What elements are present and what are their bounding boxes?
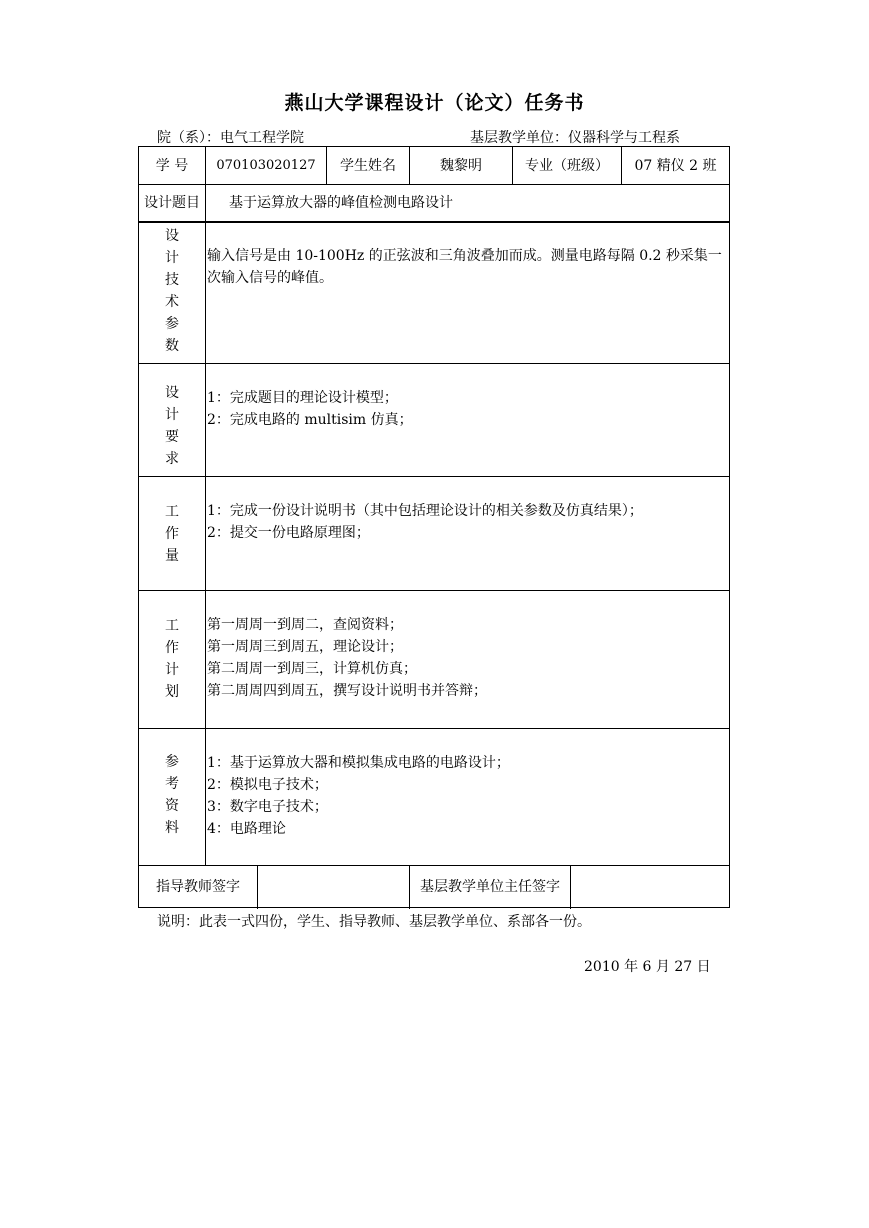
label-char: 技 [165, 272, 179, 288]
content-line: 第一周周三到周五，理论设计； [207, 639, 403, 655]
student-id-label: 学 号 [155, 157, 189, 174]
label-char: 工 [165, 618, 179, 634]
content-line: 第一周周一到周二，查阅资料； [207, 617, 403, 633]
advisor-signature-field[interactable] [258, 866, 409, 908]
student-id-value: 070103020127 [216, 158, 316, 173]
label-char: 计 [165, 250, 179, 266]
label-char: 工 [165, 504, 179, 520]
label-char: 作 [165, 640, 179, 656]
student-name-value: 魏黎明 [440, 157, 482, 174]
content-line: 3：数字电子技术； [207, 799, 328, 815]
section-label-plan [139, 615, 205, 703]
label-char: 数 [165, 338, 179, 354]
advisor-signature-label: 指导教师签字 [156, 879, 240, 895]
section-label-workload [139, 501, 205, 567]
label-char: 参 [165, 754, 179, 770]
section-content-requirements [207, 387, 727, 431]
section-content-references [207, 752, 727, 840]
label-char: 考 [165, 776, 179, 792]
content-line: 第二周周四到周五，撰写设计说明书并答辩； [207, 683, 487, 699]
label-char: 要 [165, 429, 179, 445]
unit-head-signature-label: 基层教学单位主任签字 [420, 879, 560, 895]
label-char: 计 [165, 407, 179, 423]
content-line: 2：提交一份电路原理图； [207, 525, 370, 541]
date-label: 2010 年 6 月 27 日 [584, 959, 711, 975]
content-line: 1：基于运算放大器和模拟集成电路的电路设计； [207, 755, 510, 771]
content-line: 输入信号是由 10-100Hz 的正弦波和三角波叠加而成。测量电路每隔 0.2 秒采集一次输入信号的峰值。 [207, 248, 722, 286]
section-content-plan [207, 614, 727, 702]
label-char: 料 [165, 820, 179, 836]
unit-head-signature-field[interactable] [571, 866, 729, 908]
footnote: 说明：此表一式四份，学生、指导教师、基层教学单位、系部各一份。 [157, 914, 591, 930]
label-char: 求 [165, 451, 179, 467]
label-char: 作 [165, 526, 179, 542]
content-line: 2：完成电路的 multisim 仿真； [207, 412, 413, 428]
content-line: 1：完成题目的理论设计模型； [207, 390, 398, 406]
major-label: 专业（班级） [525, 157, 609, 174]
section-label-requirements [139, 382, 205, 470]
label-char: 术 [165, 294, 179, 310]
content-line: 4：电路理论 [207, 821, 286, 837]
label-char: 设 [165, 385, 179, 401]
content-line: 第二周周一到周三，计算机仿真； [207, 661, 417, 677]
label-char: 设 [165, 228, 179, 244]
major-value: 07 精仪 2 班 [634, 157, 717, 174]
label-char: 资 [165, 798, 179, 814]
topic-value: 基于运算放大器的峰值检测电路设计 [229, 195, 453, 211]
section-label-parameters [139, 225, 205, 357]
content-line: 2：模拟电子技术； [207, 777, 328, 793]
task-form-table [138, 146, 730, 908]
content-line: 1：完成一份设计说明书（其中包括理论设计的相关参数及仿真结果）； [207, 503, 643, 519]
student-name-label: 学生姓名 [340, 157, 396, 174]
page-title: 燕山大学课程设计（论文）任务书 [284, 92, 585, 114]
label-char: 量 [165, 548, 179, 564]
label-char: 计 [165, 662, 179, 678]
section-content-workload [207, 500, 727, 544]
topic-label: 设计题目 [144, 195, 200, 211]
section-content-parameters [207, 245, 727, 289]
department-label: 院（系）：电气工程学院 [157, 130, 304, 146]
teaching-unit-label: 基层教学单位：仪器科学与工程系 [470, 130, 680, 146]
label-char: 参 [165, 316, 179, 332]
section-label-references [139, 751, 205, 839]
label-char: 划 [165, 684, 179, 700]
